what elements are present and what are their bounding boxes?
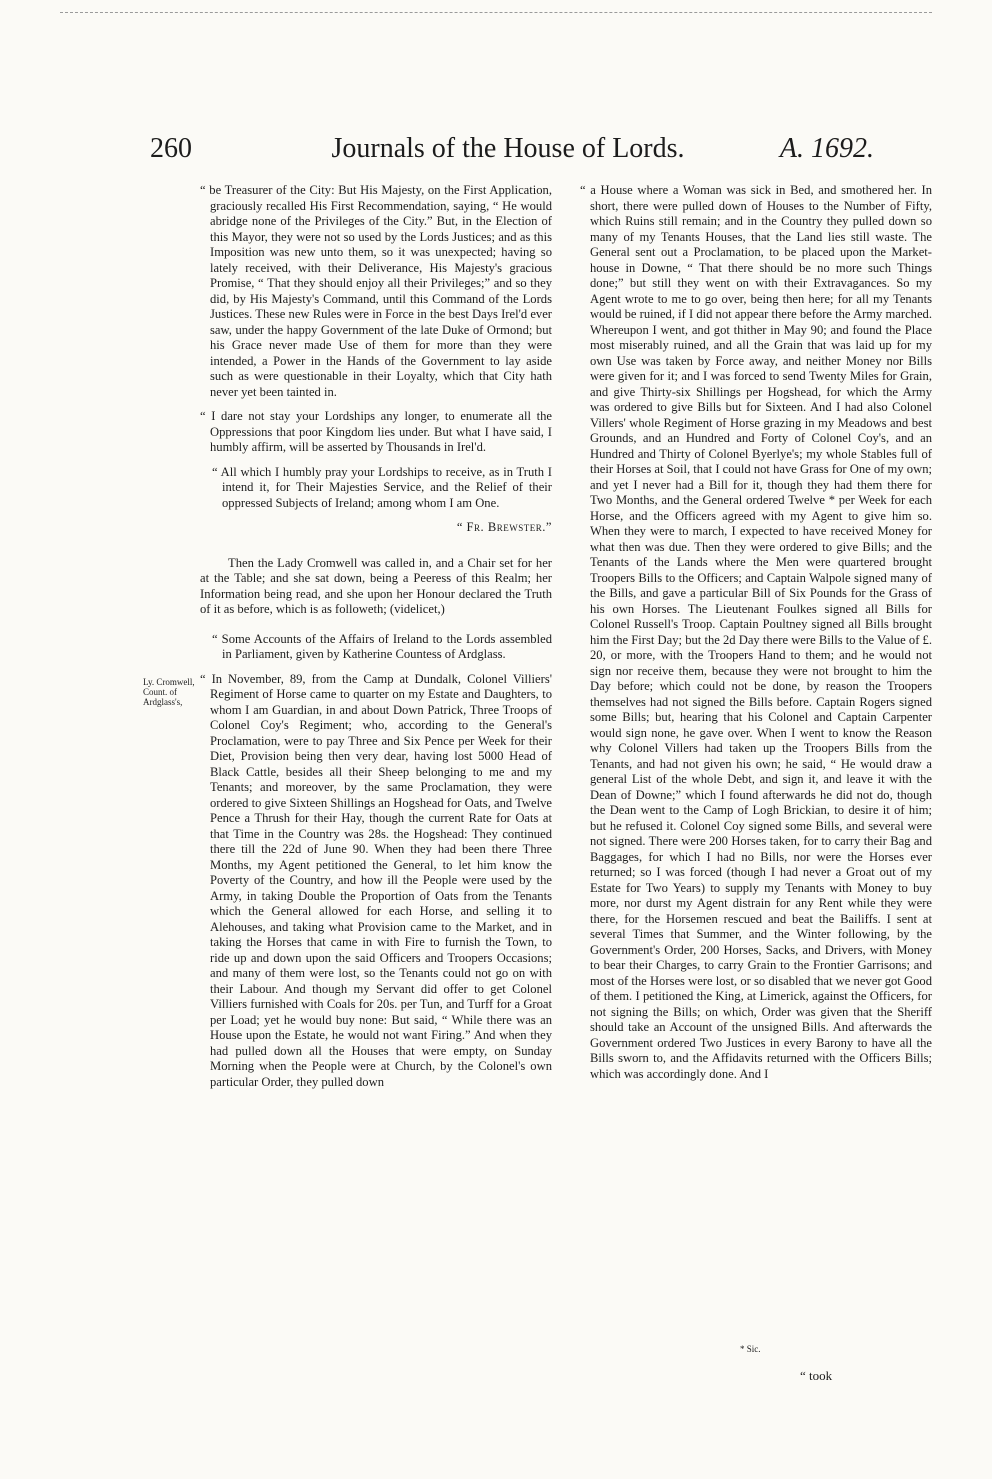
paragraph: “ In November, 89, from the Camp at Dundalk, Colonel Villiers' Regiment of Horse came to quarter on my Estate and Daughters, to whom I am Guardian, in and about Down Patrick, Three Troops of Colonel Coy's Regiment; who, according to the General's Proclamation, were to pay Three and Six Pence per Week for their Diet, Provision being then very dear, having lost 5000 Head of Black Cattle, besides all their Sheep belonging to me and my Tenants; and moreover, by the same Proclamation, they were ordered to give Sixteen Shillings an Hogshead for Oats, and Twelve Pence a Thrush for their Hay, though the current Rate for Oats at that Time in the Country was 28s. the Hogshead: They continued there till the 22d of June 90. When they had been there Three Months, my Agent petitioned the General, to let him know the Poverty of the Country, and how ill the People were used by the Army, in taking Double the Proportion of Oats from the Tenants which the General allowed for each Horse, and selling it to Alehouses, and taking what Provision came to the Market, and in taking the Horses that came in with Fire to furnish the Town, to ride up and down upon the said Officers and Troopers Occasions; and many of them were lost, so the Tenants could not go on with their Labour. And though my Servant did offer to get Colonel Villiers furnished with Coals for 20s. per Tun, and Turff for a Groat per Load; yet he would buy none: But said, “ While there was an House upon the Estate, he would not want Firing.” And when they had pulled down all the Houses that were empty, on Sunday Morning when the People were at Church, by the Colonel's own particular Order, they pulled down bbox=[200, 671, 552, 1089]
catchword: “ took bbox=[800, 1368, 833, 1383]
page-header bbox=[150, 133, 874, 177]
page-number: 260 bbox=[150, 133, 192, 164]
paragraph: “ a House where a Woman was sick in Bed, and smothered her. In short, there were pulled down of Houses to the Number of Fifty, which Ruins still remain; and in the Country they pulled down so many of my Tenants Houses, that the Land lies still waste. The General sent out a Proclamation, to be placed upon the Market-house in Downe, “ That there should be no more such Things done;” but still they went on with their Extravagances. So my Agent wrote to me to go over, being then here; for all my Tenants would be ruined, if I did not appear there before the Army marched. Whereupon I went, and got thither in May 90; and found the Place most miserably ruined, and all the Grain that was laid up for my own Use was taken by Force away, and neither Money nor Bills were given for it; and I was forced to send Twenty Miles for Grain, and give Thirty-six Shillings per Hogshead, for which the Army was ordered to give Bills but for Sixteen. And I had also Colonel Villers' whole Regiment of Horse grazing in my Meadows and best Grounds, and an Hundred and Forty of Colonel Coy's, and an Hundred and Thirty of Colonel Byerlye's; my whole Stables full of their Horses at Soil, that I could not have Grass for One of my own; and yet I never had a Bill for it, though they had them there for Two Months, and the General ordered Twelve * per Week for each Horse, and the Officers agreed with my Agent to give him so. When they were to march, I expected to have received Money for what then was due. Then they were ordered to give Bills; and the Tenants of the Lands where the Men were quartered brought Troopers Bills to the Officers; and Captain Walpole signed many of the Bills, and gave a particular Bill of Six Pounds for the Grass of his own Horses. The Lieutenant Foulkes signed all Bills for Colonel Russell's Troop. Captain Poultney signed all Bills brought him the First Day; but the 2d Day there were Bills to the Value of £. 20, or more, with the Troopers Hand to them; and he would not sign nor receive them, because they were not brought to him the Day before; which could not be done, by reason the Troopers themselves had not signed the Bills before. Captain Rogers signed some Bills; but, hearing that his Colonel and Captain Carpenter would sign none, he gave over. When I went to know the Reason why Colonel Villers had taken up the Troopers Bills from the Tenants, and had not given his own; he said, “ He would draw a general List of the whole Debt, and sign it, and leave it with the Dean of Downe;” which I found afterwards he did not do, though the Dean went to the Camp of Logh Brickian, to desire it of him; but he refused it. Colonel Coy signed some Bills, and several were not signed. There were 200 Horses taken, for to carry their Bag and Baggages, for which I had no Bills, nor were the Horses ever returned; so I was forced (though I had never a Groat out of my Estate for Two Years) to supply my Tenants with Money to buy more, nor durst my Agent distrain for any Rent while they were there, for the Horsemen rescued and beat the Bailiffs. I sent at several Times that Summer, and the Winter following, by the Government's Order, 200 Horses, Sacks, and Drivers, with Money to bear their Charges, to carry Grain to the Frontier Garrisons; and most of the Horses were lost, or so disabled that we never got Good of them. I petitioned the King, at Limerick, against the Officers, for not signing the Bills; on which, Order was given that the Sheriff should take an Account of the unsigned Bills. And afterwards the Government ordered Two Justices in every Barony to have all the Bills sworn to, and the Affidavits returned with the Officers Bills; which was accordingly done. And I bbox=[580, 183, 933, 1081]
right-column bbox=[580, 183, 932, 1082]
top-rule bbox=[60, 12, 932, 13]
paragraph: Then the Lady Cromwell was called in, and a Chair set for her at the Table; and she sat down, being a Peeress of this Realm; her Information being read, and she upon her Honour declared the Truth of it as before, which is as followeth; (videlicet,) bbox=[200, 555, 552, 616]
signature-line: “ Fr. Brewster.” bbox=[456, 520, 552, 534]
margin-note: Ly. Cromwell, Count. of Ardglass's, bbox=[143, 677, 195, 707]
paragraph: “ be Treasurer of the City: But His Majesty, on the First Application, graciously recalled His First Recommendation, saying, “ He would abridge none of the Privileges of the City.” But, in the Election of this Mayor, they were not so used by the Lords Justices; and as this Imposition was new unto them, so it was unexpected; having so lately received, with their Deliverance, His Majesty's gracious Promise, “ That they should enjoy all their Privileges;” and so they did, by His Majesty's Command, until this Command of the Lords Justices. These new Rules were in Force in the best Days Irel'd ever saw, under the happy Government of the late Duke of Ormond; but his Grace never made Use of them for more than they were intended, a Power in the Hands of the Government to lay aside such as were questionable in their Loyalty, which that City hath never yet been tainted in. bbox=[200, 183, 552, 399]
footnote: * Sic. bbox=[740, 1344, 761, 1354]
paragraph: “ I dare not stay your Lordships any longer, to enumerate all the Oppressions that poor Kingdom lies under. But what I have said, I humbly affirm, will be asserted by Thousands in Irel'd. bbox=[200, 409, 552, 454]
paragraph: “ Some Accounts of the Affairs of Ireland to the Lords assembled in Parliament, given by Katherine Countess of Ardglass. bbox=[212, 631, 552, 661]
running-title: Journals of the House of Lords. bbox=[331, 133, 685, 164]
paragraph: “ All which I humbly pray your Lordships to receive, as in Truth I intend it, for Their Majesties Service, and the Relief of their oppressed Subjects of Ireland; among whom I am One. bbox=[212, 464, 552, 510]
year-heading: A. 1692. bbox=[779, 133, 874, 164]
left-column bbox=[200, 183, 552, 1090]
